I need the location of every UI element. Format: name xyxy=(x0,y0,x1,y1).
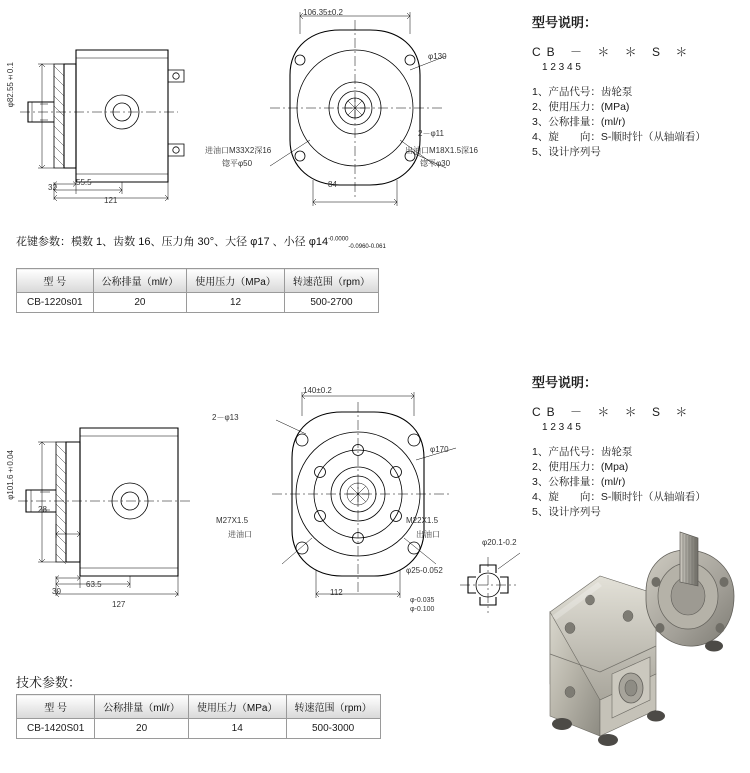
label-top-outlet-port: 出油口M18X1.5深16 xyxy=(405,146,478,155)
model-desc-top-line-1: 1、产品代号：齿轮泵 xyxy=(532,86,633,98)
dim-top-555: 55.5 xyxy=(76,178,92,187)
model-desc-bottom-line-1: 1、产品代号：齿轮泵 xyxy=(532,446,633,458)
model-desc-bottom-code-numbers: 1 2 3 4 5 xyxy=(542,422,581,433)
dim-top-84: 84 xyxy=(328,180,337,189)
table-bottom-header-speed: 转速范围（rpm） xyxy=(286,695,380,719)
drawing-spline-detail xyxy=(448,545,528,625)
label-bottom-tol-lower: φ-0.100 xyxy=(410,606,435,613)
gear-pump-photo xyxy=(528,524,743,762)
model-desc-bottom-line-2: 2、使用压力：(Mpa) xyxy=(532,461,629,473)
model-desc-bottom-title: 型号说明： xyxy=(532,375,598,390)
table-row xyxy=(17,293,379,313)
dim-top-32: 32 xyxy=(48,183,57,192)
model-desc-bottom-line-3: 3、公称排量：(ml/r) xyxy=(532,476,626,488)
label-bottom-outlet: 出油口 xyxy=(416,530,440,539)
dim-bottom-phi1016: φ101.6±0.04 xyxy=(6,450,15,500)
dim-top-121: 121 xyxy=(104,196,118,205)
drawing-top-front-view xyxy=(250,20,470,210)
model-desc-top-title: 型号说明： xyxy=(532,15,598,30)
dim-bottom-635: 63.5 xyxy=(86,580,102,589)
label-bottom-inlet: 进油口 xyxy=(228,530,252,539)
dim-bottom-140: 140±0.2 xyxy=(303,386,332,395)
drawing-top-side-view xyxy=(18,22,238,202)
spec-table-top xyxy=(16,268,379,313)
model-desc-top-line-5: 5、设计序列号 xyxy=(532,146,601,158)
table-bottom-header-pressure: 使用压力（MPa） xyxy=(188,695,286,719)
table-top-header-speed: 转速范围（rpm） xyxy=(284,269,378,293)
model-desc-bottom-line-4: 4、旋 向：S-顺时针（从轴端看） xyxy=(532,491,706,503)
model-desc-top-line-4: 4、旋 向：S-顺时针（从轴端看） xyxy=(532,131,706,143)
table-row xyxy=(17,719,381,739)
table-top-header-pressure: 使用压力（MPa） xyxy=(187,269,285,293)
table-bottom-header-model: 型 号 xyxy=(17,695,95,719)
spline-parameters-note xyxy=(16,233,386,250)
table-bottom-cell-displacement: 20 xyxy=(95,719,189,739)
table-top-header-displacement: 公称排量（ml/r） xyxy=(93,269,187,293)
table-bottom-header-displacement: 公称排量（ml/r） xyxy=(95,695,189,719)
label-bottom-phi170: φ170 xyxy=(430,445,449,454)
dim-bottom-112: 112 xyxy=(330,588,343,597)
spline-note-text: 花键参数：模数 1、齿数 16、压力角 30°、大径 φ17 、小径 φ14 xyxy=(16,236,329,248)
label-bottom-phi201: φ20.1-0.2 xyxy=(482,538,517,547)
spec-table-bottom xyxy=(16,694,381,739)
label-top-inlet-port: 进油口M33X2深16 xyxy=(205,146,272,155)
spline-tol-3: -0.061 xyxy=(368,244,386,251)
label-top-phi130: φ130 xyxy=(428,52,447,61)
table-top-header-model: 型 号 xyxy=(17,269,94,293)
table-bottom-cell-pressure: 14 xyxy=(188,719,286,739)
drawing-bottom-front-view xyxy=(250,398,480,618)
table-top-cell-pressure: 12 xyxy=(187,293,285,313)
model-desc-bottom-line-5: 5、设计序列号 xyxy=(532,506,601,518)
dim-bottom-127: 127 xyxy=(112,600,126,609)
table-top-header-row xyxy=(17,269,379,293)
model-desc-top-line-3: 3、公称排量：(ml/r) xyxy=(532,116,626,128)
dim-top-phi8255: φ82.55±0.1 xyxy=(6,62,15,108)
table-bottom-cell-model: CB-1420S01 xyxy=(17,719,95,739)
table-top-cell-speed: 500-2700 xyxy=(284,293,378,313)
dim-bottom-28: 28 xyxy=(38,505,47,514)
dim-top-10635: 106.35±0.2 xyxy=(303,8,343,17)
table-bottom-wrapper xyxy=(16,694,381,739)
label-top-inlet-spotface: 锪平φ50 xyxy=(222,159,253,168)
spline-tol-1: -0.0000 xyxy=(328,236,349,243)
table-bottom-cell-speed: 500-3000 xyxy=(286,719,380,739)
label-bottom-2phi13: 2－φ13 xyxy=(212,413,239,422)
label-bottom-tol-upper: φ-0.035 xyxy=(410,597,435,604)
model-description-top xyxy=(532,12,742,160)
table-bottom-header-row xyxy=(17,695,381,719)
table-top-cell-model: CB-1220s01 xyxy=(17,293,94,313)
drawing-bottom-side-view xyxy=(18,398,238,598)
spline-tol-2: -0.0960 xyxy=(348,244,369,251)
model-desc-top-line-2: 2、使用压力：(MPa) xyxy=(532,101,630,113)
table-top-cell-displacement: 20 xyxy=(93,293,187,313)
table-top-wrapper xyxy=(16,268,379,313)
model-desc-top-code-numbers: 1 2 3 4 5 xyxy=(542,62,581,73)
label-top-2phi11: 2－φ11 xyxy=(418,129,444,138)
tech-params-label: 技术参数： xyxy=(16,675,82,690)
model-desc-bottom-code: CB － ＊ ＊ S ＊ xyxy=(532,405,694,419)
label-bottom-phi25: φ25-0.052 xyxy=(406,566,443,575)
label-top-outlet-spotface: 锪平φ30 xyxy=(420,159,451,168)
label-bottom-m22: M22X1.5 xyxy=(406,516,439,525)
model-desc-top-code: CB － ＊ ＊ S ＊ xyxy=(532,45,694,59)
model-description-bottom xyxy=(532,372,742,520)
label-bottom-m27: M27X1.5 xyxy=(216,516,249,525)
dim-bottom-30: 30 xyxy=(52,587,61,596)
